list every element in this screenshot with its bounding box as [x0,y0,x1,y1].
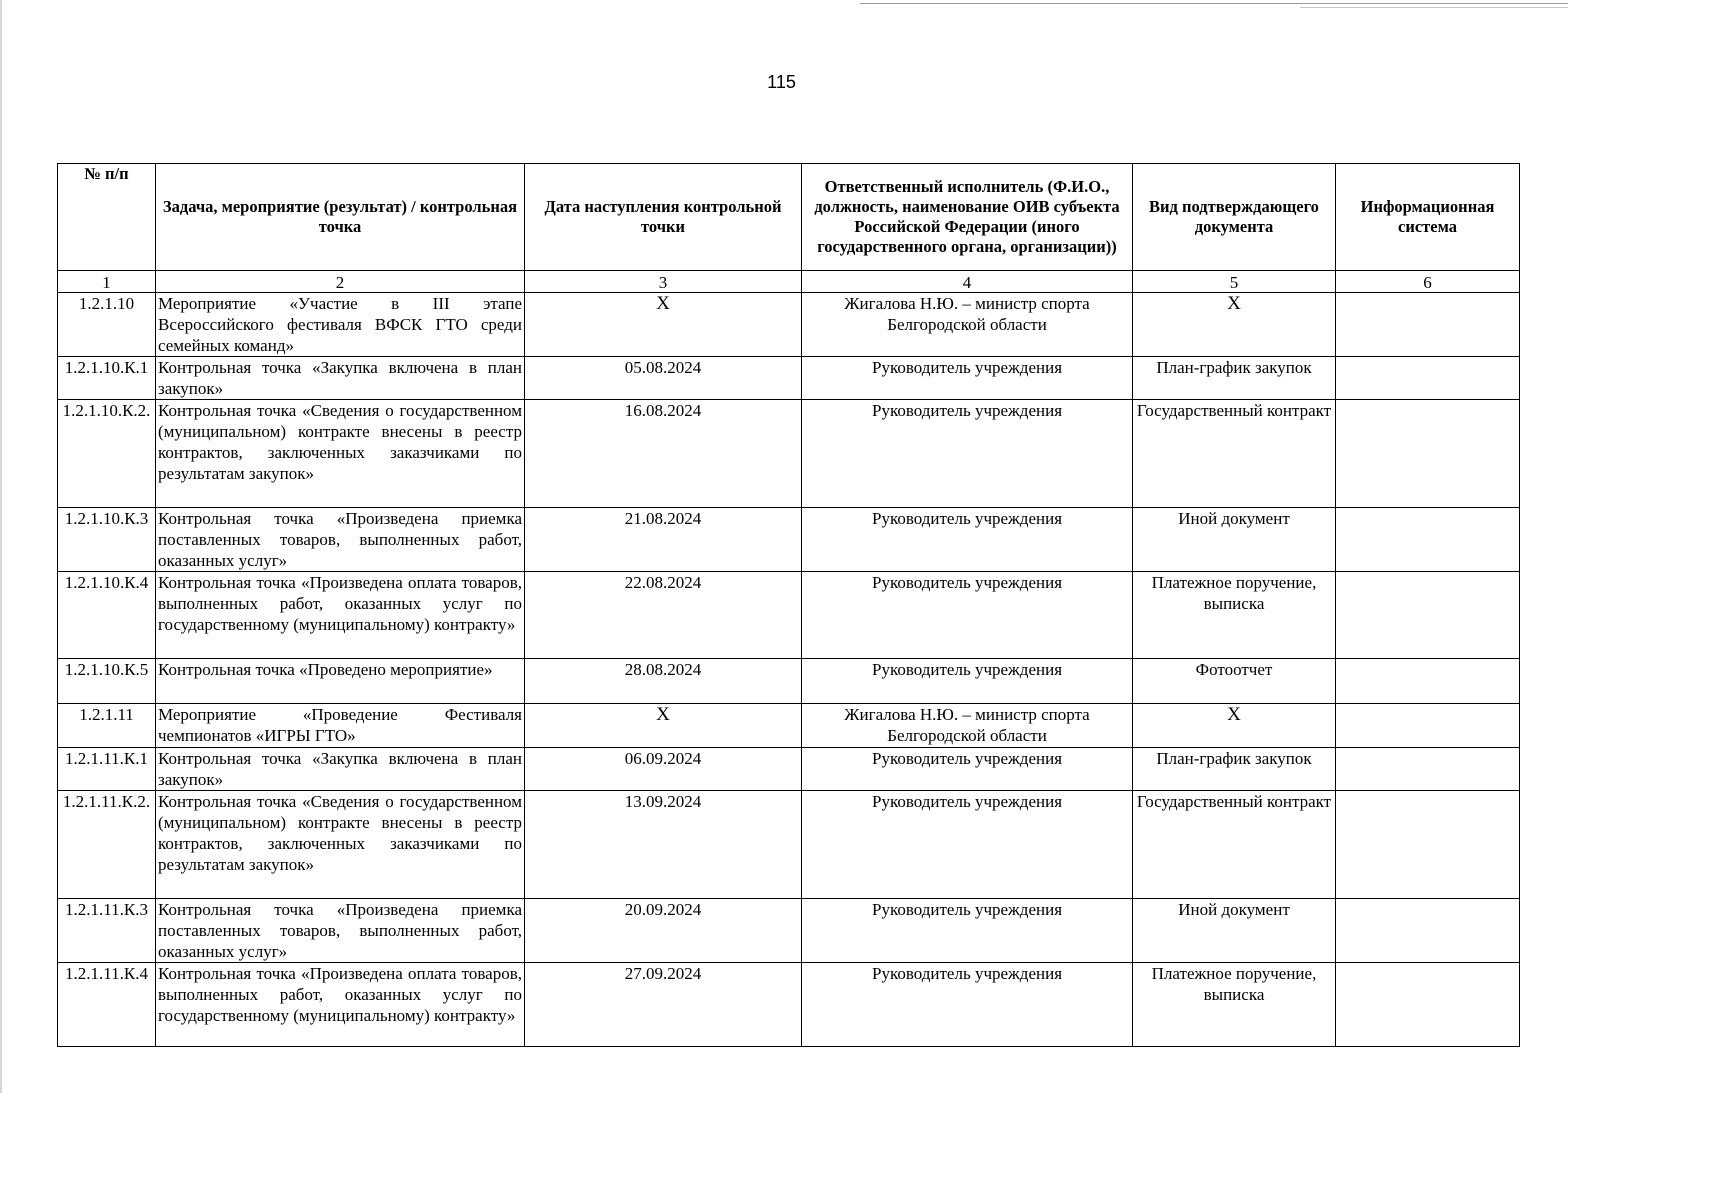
table-row [58,357,1520,400]
row-date: Х [525,704,802,748]
column-number: 3 [525,271,802,293]
row-number: 1.2.1.10 [58,293,156,357]
row-system [1336,963,1520,1047]
row-date: 21.08.2024 [525,508,802,572]
row-system [1336,791,1520,899]
header-number: № п/п [58,164,156,271]
row-responsible: Руководитель учреждения [802,572,1133,659]
row-number: 1.2.1.11.К.1 [58,748,156,791]
row-system [1336,748,1520,791]
column-number: 1 [58,271,156,293]
row-document: Х [1133,704,1336,748]
table-row [58,791,1520,899]
table-row [58,659,1520,704]
row-responsible: Руководитель учреждения [802,899,1133,963]
row-document: План-график закупок [1133,748,1336,791]
row-responsible: Руководитель учреждения [802,791,1133,899]
table-row [58,400,1520,508]
row-task: Контрольная точка «Произведена приемка поставленных товаров, выполненных работ, оказанных услуг» [156,899,525,963]
row-number: 1.2.1.10.К.5 [58,659,156,704]
row-system [1336,659,1520,704]
row-task: Мероприятие «Проведение Фестиваля чемпионатов «ИГРЫ ГТО» [156,704,525,748]
scan-artifact-line [1300,7,1568,8]
row-date: 20.09.2024 [525,899,802,963]
scan-artifact-line [860,3,1568,4]
row-document: План-график закупок [1133,357,1336,400]
table-row [58,572,1520,659]
row-document: Государственный контракт [1133,791,1336,899]
row-task: Контрольная точка «Произведена оплата товаров, выполненных работ, оказанных услуг по государственному (муниципальному) контракту» [156,572,525,659]
row-date: Х [525,293,802,357]
column-number: 6 [1336,271,1520,293]
table-row [58,748,1520,791]
row-number: 1.2.1.11 [58,704,156,748]
header-system: Информационная система [1336,164,1520,271]
row-responsible: Руководитель учреждения [802,508,1133,572]
row-number: 1.2.1.10.К.4 [58,572,156,659]
table-header-row [58,164,1520,271]
column-number: 5 [1133,271,1336,293]
row-task: Контрольная точка «Сведения о государственном (муниципальном) контракте внесены в реестр контрактов, заключенных заказчиками по результатам закупок» [156,400,525,508]
table-row [58,508,1520,572]
row-number: 1.2.1.10.К.3 [58,508,156,572]
control-points-table [57,163,1520,1047]
scan-edge [0,0,2,1093]
row-number: 1.2.1.10.К.2. [58,400,156,508]
row-task: Контрольная точка «Произведена оплата товаров, выполненных работ, оказанных услуг по государственному (муниципальному) контракту» [156,963,525,1047]
row-responsible: Жигалова Н.Ю. – министр спорта Белгородской области [802,704,1133,748]
row-responsible: Руководитель учреждения [802,659,1133,704]
row-system [1336,572,1520,659]
row-document: Государственный контракт [1133,400,1336,508]
row-date: 06.09.2024 [525,748,802,791]
row-document: Платежное поручение, выписка [1133,572,1336,659]
row-date: 13.09.2024 [525,791,802,899]
row-system [1336,704,1520,748]
page-number: 115 [767,72,796,92]
row-number: 1.2.1.10.К.1 [58,357,156,400]
row-date: 05.08.2024 [525,357,802,400]
table-row [58,899,1520,963]
header-responsible: Ответственный исполнитель (Ф.И.О., должность, наименование ОИВ субъекта Российской Федерации (иного государственного органа, организации)) [802,164,1133,271]
table-row [58,704,1520,748]
header-document: Вид подтверждающего документа [1133,164,1336,271]
row-system [1336,400,1520,508]
row-task: Контрольная точка «Проведено мероприятие» [156,659,525,704]
row-number: 1.2.1.11.К.4 [58,963,156,1047]
row-responsible: Жигалова Н.Ю. – министр спорта Белгородской области [802,293,1133,357]
row-task: Контрольная точка «Закупка включена в план закупок» [156,357,525,400]
column-number: 4 [802,271,1133,293]
table-row [58,293,1520,357]
column-number: 2 [156,271,525,293]
row-document: Х [1133,293,1336,357]
row-date: 16.08.2024 [525,400,802,508]
header-date: Дата наступления контрольной точки [525,164,802,271]
row-task: Контрольная точка «Сведения о государственном (муниципальном) контракте внесены в реестр контрактов, заключенных заказчиками по результатам закупок» [156,791,525,899]
row-date: 22.08.2024 [525,572,802,659]
row-system [1336,508,1520,572]
row-system [1336,899,1520,963]
row-task: Мероприятие «Участие в III этапе Всероссийского фестиваля ВФСК ГТО среди семейных команд» [156,293,525,357]
row-responsible: Руководитель учреждения [802,748,1133,791]
row-task: Контрольная точка «Произведена приемка поставленных товаров, выполненных работ, оказанных услуг» [156,508,525,572]
row-task: Контрольная точка «Закупка включена в план закупок» [156,748,525,791]
row-number: 1.2.1.11.К.3 [58,899,156,963]
table-row [58,963,1520,1047]
row-responsible: Руководитель учреждения [802,357,1133,400]
row-responsible: Руководитель учреждения [802,963,1133,1047]
row-system [1336,357,1520,400]
row-date: 27.09.2024 [525,963,802,1047]
row-document: Платежное поручение, выписка [1133,963,1336,1047]
header-task: Задача, мероприятие (результат) / контрольная точка [156,164,525,271]
row-document: Фотоотчет [1133,659,1336,704]
column-numbers-row [58,271,1520,293]
row-system [1336,293,1520,357]
row-document: Иной документ [1133,899,1336,963]
row-document: Иной документ [1133,508,1336,572]
row-date: 28.08.2024 [525,659,802,704]
row-number: 1.2.1.11.К.2. [58,791,156,899]
row-responsible: Руководитель учреждения [802,400,1133,508]
